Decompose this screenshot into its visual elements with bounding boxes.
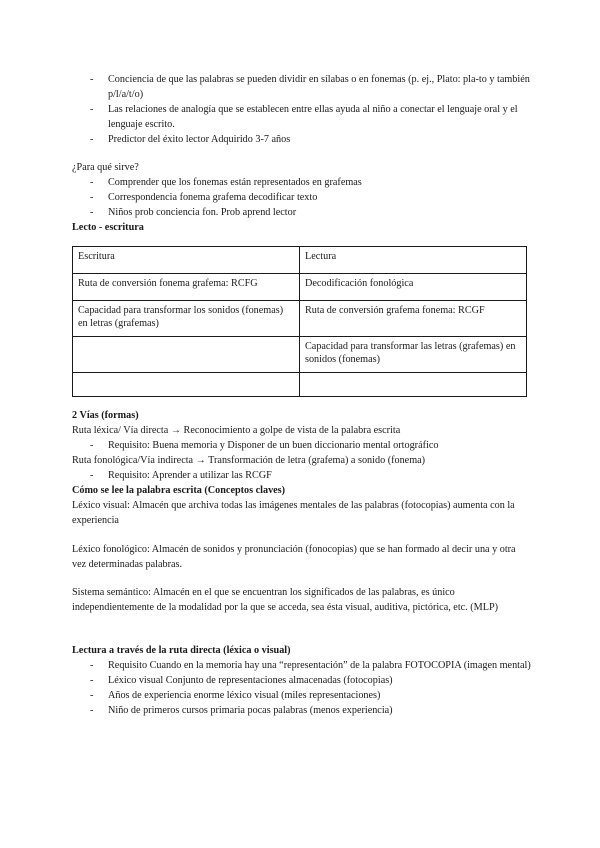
list-item: - Requisito: Buena memoria y Disponer de un buen diccionario mental ortográfico xyxy=(72,438,532,453)
section-lexico-fonologico xyxy=(72,542,532,572)
table-row xyxy=(73,301,527,337)
lectura-directa-heading: Lectura a través de la ruta directa (léxica o visual) xyxy=(72,645,291,656)
list-item: - Comprender que los fonemas están representados en grafemas xyxy=(72,175,532,190)
table-row xyxy=(73,373,527,397)
list-phonological-awareness xyxy=(72,72,532,147)
lexico-visual-text: Léxico visual: Almacén que archiva todas las imágenes mentales de las palabras (fotocopias) aumenta con la experiencia xyxy=(72,500,515,526)
table-cell xyxy=(300,373,527,397)
conceptos-heading: Cómo se lee la palabra escrita (Conceptos claves) xyxy=(72,485,286,496)
lecto-escritura-table xyxy=(72,246,527,397)
list-item: - Años de experiencia enorme léxico visual (miles representaciones) xyxy=(72,688,532,703)
ruta-lexica-text: Ruta léxica/ Vía directa → Reconocimiento a golpe de vista de la palabra escrita xyxy=(72,425,401,436)
table-cell: Capacidad para transformar los sonidos (fonemas) en letras (grafemas) xyxy=(73,301,300,337)
list-item: - Niños prob conciencia fon. Prob aprend lector xyxy=(72,205,532,220)
section-dos-vias xyxy=(72,408,532,528)
list-item: - Niño de primeros cursos primaria pocas palabras (menos experiencia) xyxy=(72,703,532,718)
list-item: - Requisito Cuando en la memoria hay una “representación” de la palabra FOTOCOPIA (imagen mental) xyxy=(72,658,532,673)
question-text: ¿Para qué sirve? xyxy=(72,162,139,173)
lexico-fonologico-text: Léxico fonológico: Almacén de sonidos y pronunciación (fonocopias) que se han formado al decir una y otra vez determinadas palabras. xyxy=(72,544,516,570)
table-cell: Escritura xyxy=(73,247,300,274)
table-row xyxy=(73,337,527,373)
table-cell: Decodificación fonológica xyxy=(300,274,527,301)
table-cell xyxy=(73,373,300,397)
table-row xyxy=(73,247,527,274)
list-item: - Léxico visual Conjunto de representaciones almacenadas (fotocopias) xyxy=(72,673,532,688)
table-row xyxy=(73,274,527,301)
table-cell: Ruta de conversión grafema fonema: RCGF xyxy=(300,301,527,337)
list-item: - Conciencia de que las palabras se pueden dividir en sílabas o en fonemas (p. ej., Plato: pla-to y también p/l/a/t/o) xyxy=(72,72,532,102)
sistema-semantico-text: Sistema semántico: Almacén en el que se encuentran los significados de las palabras, es único independientemente de la modalidad por la que se acceda, sea ésta visual, auditiva, pictórica, etc. (MLP) xyxy=(72,587,499,613)
list-item: - Las relaciones de analogía que se establecen entre ellas ayuda al niño a conectar el lenguaje oral y el lenguaje escrito. xyxy=(72,102,532,132)
ruta-fonologica-text: Ruta fonológica/Vía indirecta → Transformación de letra (grafema) a sonido (fonema) xyxy=(72,455,426,466)
lecto-escritura-heading: Lecto - escritura xyxy=(72,222,144,233)
section-para-que-sirve xyxy=(72,160,532,235)
table-cell: Capacidad para transformar las letras (grafemas) en sonidos (fonemas) xyxy=(300,337,527,373)
list-item: - Correspondencia fonema grafema decodificar texto xyxy=(72,190,532,205)
list-item: - Requisito: Aprender a utilizar las RCGF xyxy=(72,468,532,483)
section-sistema-semantico xyxy=(72,585,532,615)
vias-heading: 2 Vías (formas) xyxy=(72,410,139,421)
table-cell: Lectura xyxy=(300,247,527,274)
list-item: - Predictor del éxito lector Adquirido 3-7 años xyxy=(72,132,532,147)
section-lectura-directa xyxy=(72,643,532,718)
table-cell: Ruta de conversión fonema grafema: RCFG xyxy=(73,274,300,301)
table-cell xyxy=(73,337,300,373)
